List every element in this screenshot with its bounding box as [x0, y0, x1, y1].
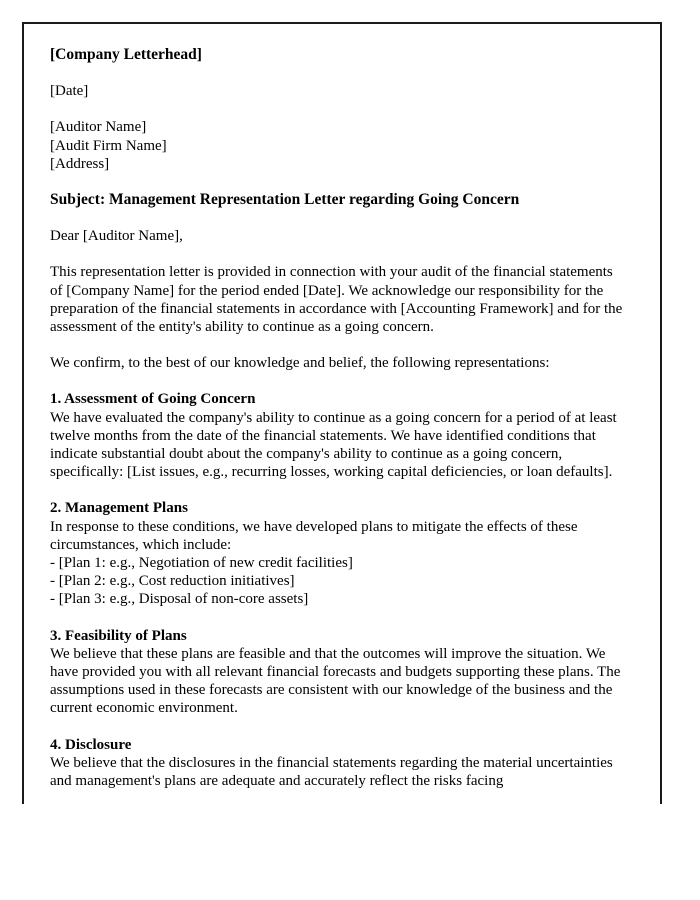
company-letterhead: [Company Letterhead] — [50, 46, 202, 63]
recipient-address: [Address] — [50, 155, 110, 172]
spacer — [50, 609, 645, 627]
section-3-body: We believe that these plans are feasible and that the outcomes will improve the situation. We have provided you with all relevant financial forecasts and budgets supporting these plans. The assumptions used in these forecasts are consistent with our knowledge of the business and the current economic environment. — [50, 645, 621, 717]
section-1-body: We have evaluated the company's ability to continue as a going concern for a period of at least twelve months from the date of the financial statements. We have identified conditions that indicate substantial doubt about the company's ability to continue as a going concern, specifically: [List issues, e.g., recurring losses, working capital deficiencies, or loan defaults]. — [50, 409, 617, 481]
section-3-heading: 3. Feasibility of Plans — [50, 627, 187, 644]
spacer — [50, 336, 645, 354]
section-2-bullet: - [Plan 3: e.g., Disposal of non-core assets] — [50, 591, 309, 608]
section-1-heading: 1. Assessment of Going Concern — [50, 391, 256, 408]
spacer — [50, 64, 645, 82]
letter-date: [Date] — [50, 83, 89, 100]
section-2-bullet: - [Plan 1: e.g., Negotiation of new credit facilities] — [50, 555, 353, 572]
spacer — [50, 372, 645, 390]
spacer — [50, 209, 645, 227]
spacer — [50, 100, 645, 118]
document-page — [22, 22, 662, 804]
document-body — [24, 24, 660, 790]
confirmation-line: We confirm, to the best of our knowledge and belief, the following representations: — [50, 355, 550, 372]
salutation: Dear [Auditor Name], — [50, 228, 183, 245]
section-4-heading: 4. Disclosure — [50, 736, 132, 753]
recipient-auditor-name: [Auditor Name] — [50, 119, 147, 136]
recipient-firm-name: [Audit Firm Name] — [50, 137, 167, 154]
spacer — [50, 718, 645, 736]
section-2-bullet: - [Plan 2: e.g., Cost reduction initiatives] — [50, 573, 295, 590]
section-4-body: We believe that the disclosures in the financial statements regarding the material uncertainties and management's plans are adequate and accurately reflect the risks facing — [50, 754, 613, 790]
spacer — [50, 173, 645, 191]
spacer — [50, 481, 645, 499]
subject-line: Subject: Management Representation Letter regarding Going Concern — [50, 191, 520, 209]
spacer — [50, 245, 645, 263]
intro-paragraph: This representation letter is provided in connection with your audit of the financial statements of [Company Name] for the period ended [Date]. We acknowledge our responsibility for the preparation of the financial statements in accordance with [Accounting Framework] and for the assessment of the entity's ability to continue as a going concern. — [50, 264, 623, 336]
section-2-heading: 2. Management Plans — [50, 500, 188, 517]
section-2-body: In response to these conditions, we have developed plans to mitigate the effects of these circumstances, which include: — [50, 518, 578, 553]
